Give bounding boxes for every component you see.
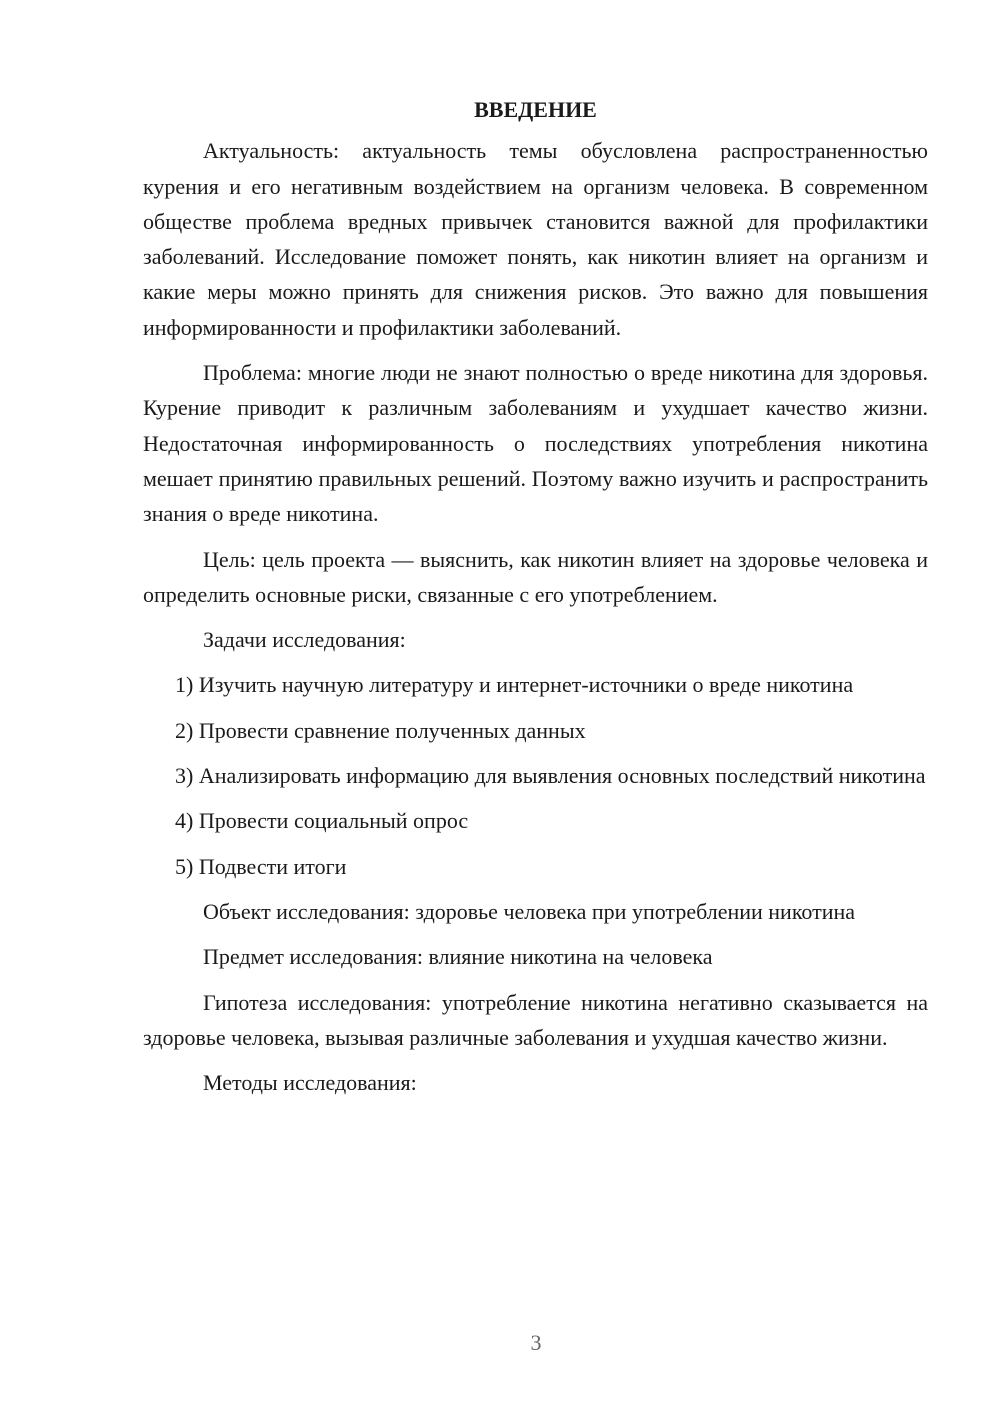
paragraph-problem: Проблема: многие люди не знают полностью о вреде никотина для здоровья. Курение приводит к различным заболеваниям и ухудшает качество жизни. Недостаточная информированность о последствиях употребления никотина мешает принятию правильных решений. Поэтому важно изучить и распространить знания о вреде никотина. (143, 360, 928, 527)
paragraph-methods: Методы исследования: (203, 1070, 417, 1096)
paragraph-object: Объект исследования: здоровье человека при употреблении никотина (203, 898, 856, 924)
paragraph-hypothesis: Гипотеза исследования: употребление никотина негативно сказывается на здоровье человека, вызывая различные заболевания и ухудшая качество жизни. (143, 989, 928, 1050)
paragraph-subject: Предмет исследования: влияние никотина на человека (203, 944, 713, 970)
page-number: 3 (530, 1330, 542, 1355)
section-title: ВВЕДЕНИЕ (474, 97, 597, 122)
task-item: 1) Изучить научную литературу и интернет-источники о вреде никотина (175, 672, 854, 698)
task-item: 3) Анализировать информацию для выявления основных последствий никотина (175, 763, 926, 789)
task-item: 5) Подвести итоги (175, 853, 347, 879)
paragraph-tasks-heading: Задачи исследования: (203, 627, 406, 653)
task-item: 4) Провести социальный опрос (175, 808, 469, 834)
page-content (143, 92, 928, 1110)
task-item: 2) Провести сравнение полученных данных (175, 717, 586, 743)
paragraph-relevance: Актуальность: актуальность темы обусловлена распространенностью курения и его негативным воздействием на организм человека. В современном обществе проблема вредных привычек становится важной для профилактики заболеваний. Исследование поможет понять, как никотин влияет на организм и какие меры можно принять для снижения рисков. Это важно для повышения информированности и профилактики заболеваний. (143, 138, 928, 340)
paragraph-goal: Цель: цель проекта — выяснить, как никотин влияет на здоровье человека и определить основные риски, связанные с его употреблением. (143, 546, 928, 607)
